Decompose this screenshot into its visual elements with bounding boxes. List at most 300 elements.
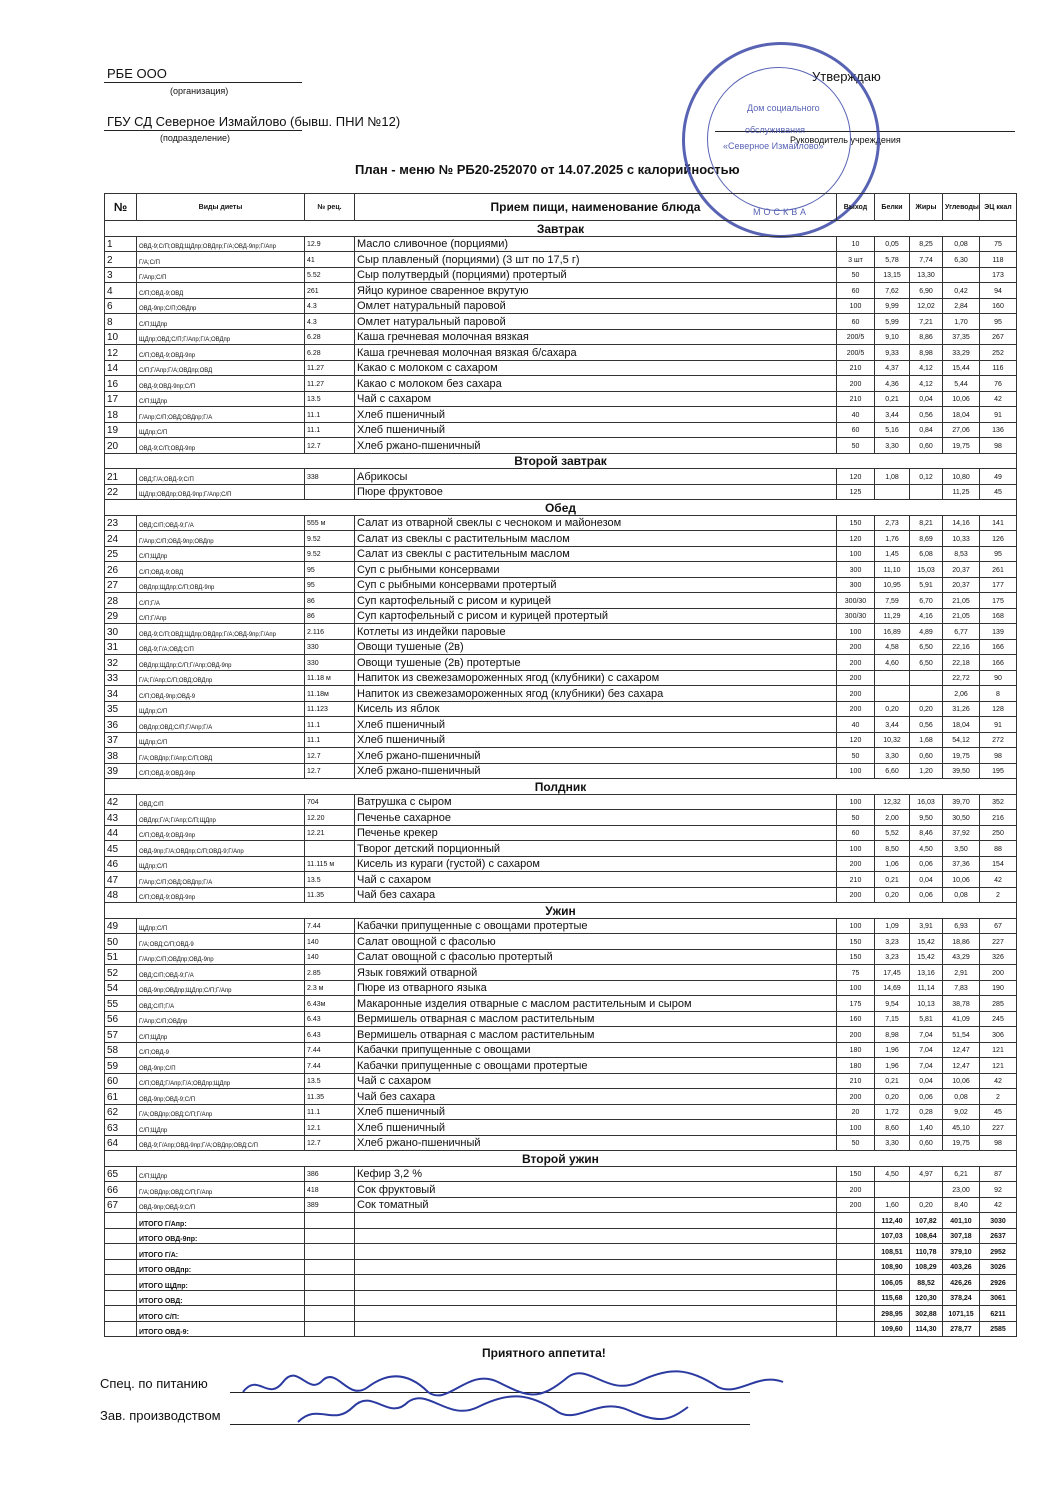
- row-dish-name: Каша гречневая молочная вязкая б/сахара: [355, 345, 837, 361]
- table-row: [105, 965, 1017, 981]
- row-number: 8: [105, 314, 137, 330]
- row-fat: 0,06: [910, 1089, 943, 1105]
- row-carb: 10,33: [943, 531, 980, 547]
- row-carb: 37,36: [943, 856, 980, 872]
- totals-carb: 278,77: [943, 1321, 980, 1337]
- row-dish-name: Печенье крекер: [355, 825, 837, 841]
- row-carb: 19,75: [943, 438, 980, 454]
- totals-kcal: 6211: [980, 1306, 1017, 1322]
- row-diet-types: ОВД-9;С/П;ОВД-9пр: [137, 438, 305, 454]
- totals-dish-cell: [355, 1244, 837, 1260]
- row-yield: 60: [837, 283, 875, 299]
- row-carb: 18,86: [943, 934, 980, 950]
- row-yield: 120: [837, 469, 875, 485]
- col-header-carb: Углеводы: [943, 194, 980, 221]
- row-fat: 8,25: [910, 236, 943, 252]
- totals-label: ИТОГО Г/Апр:: [137, 1213, 305, 1229]
- meal-section-row: [105, 500, 1017, 516]
- row-recipe-number: 140: [305, 949, 355, 965]
- row-protein: 9,99: [875, 298, 910, 314]
- table-row: [105, 546, 1017, 562]
- row-recipe-number: 330: [305, 639, 355, 655]
- row-dish-name: Ватрушка с сыром: [355, 794, 837, 810]
- totals-no-cell: [105, 1228, 137, 1244]
- row-protein: 8,98: [875, 1027, 910, 1043]
- row-yield: 50: [837, 1135, 875, 1151]
- table-row: [105, 438, 1017, 454]
- row-fat: 8,21: [910, 515, 943, 531]
- row-carb: 6,93: [943, 918, 980, 934]
- table-row: [105, 748, 1017, 764]
- totals-yield-cell: [837, 1228, 875, 1244]
- row-recipe-number: 2.85: [305, 965, 355, 981]
- row-carb: 30,50: [943, 810, 980, 826]
- row-number: 49: [105, 918, 137, 934]
- row-kcal: 95: [980, 546, 1017, 562]
- row-fat: 10,13: [910, 996, 943, 1012]
- row-number: 66: [105, 1182, 137, 1198]
- row-fat: 4,89: [910, 624, 943, 640]
- row-protein: 6,60: [875, 763, 910, 779]
- row-dish-name: Чай без сахара: [355, 1089, 837, 1105]
- row-number: 35: [105, 701, 137, 717]
- row-dish-name: Салат овощной с фасолью протертый: [355, 949, 837, 965]
- row-recipe-number: 11.1: [305, 1104, 355, 1120]
- row-carb: 15,44: [943, 360, 980, 376]
- row-yield: 50: [837, 748, 875, 764]
- row-diet-types: Г/А;ОВДпр;ОВД;С/П;Г/Апр: [137, 1182, 305, 1198]
- table-row: [105, 236, 1017, 252]
- row-recipe-number: 12.7: [305, 438, 355, 454]
- row-carb: 0,42: [943, 283, 980, 299]
- row-carb: 10,06: [943, 1073, 980, 1089]
- row-kcal: 285: [980, 996, 1017, 1012]
- row-yield: 100: [837, 763, 875, 779]
- row-protein: 1,72: [875, 1104, 910, 1120]
- row-number: 16: [105, 376, 137, 392]
- row-diet-types: С/П;ОВД-9;ОВД-9пр: [137, 825, 305, 841]
- row-yield: 125: [837, 484, 875, 500]
- stamp-city: МОСКВА: [753, 207, 809, 217]
- row-yield: 200/5: [837, 345, 875, 361]
- totals-dish-cell: [355, 1213, 837, 1229]
- row-protein: 0,21: [875, 391, 910, 407]
- row-diet-types: Г/Апр;С/П;ОВД;ОВДпр;Г/А: [137, 872, 305, 888]
- row-recipe-number: 95: [305, 577, 355, 593]
- row-recipe-number: 11.1: [305, 422, 355, 438]
- totals-fat: 107,82: [910, 1213, 943, 1229]
- row-diet-types: С/П;ЩДпр: [137, 546, 305, 562]
- row-diet-types: С/П;ЩДпр: [137, 1120, 305, 1136]
- row-number: 59: [105, 1058, 137, 1074]
- row-carb: 5,44: [943, 376, 980, 392]
- row-kcal: 118: [980, 252, 1017, 268]
- row-carb: 10,06: [943, 391, 980, 407]
- row-dish-name: Суп с рыбными консервами протертый: [355, 577, 837, 593]
- totals-protein: 298,95: [875, 1306, 910, 1322]
- row-kcal: 49: [980, 469, 1017, 485]
- organization-name: РБЕ ООО: [107, 66, 167, 81]
- row-kcal: 326: [980, 949, 1017, 965]
- row-number: 43: [105, 810, 137, 826]
- row-yield: 300: [837, 577, 875, 593]
- meal-section-title: Ужин: [105, 903, 1017, 919]
- row-protein: 12,32: [875, 794, 910, 810]
- row-diet-types: ОВД-9;С/П;ОВД;ЩДпр;ОВДпр;Г/А;ОВД-9пр;Г/Апр: [137, 236, 305, 252]
- row-yield: 210: [837, 1073, 875, 1089]
- row-kcal: 126: [980, 531, 1017, 547]
- row-protein: 13,15: [875, 267, 910, 283]
- totals-dish-cell: [355, 1290, 837, 1306]
- row-dish-name: Сок фруктовый: [355, 1182, 837, 1198]
- table-row: [105, 577, 1017, 593]
- row-kcal: 90: [980, 670, 1017, 686]
- table-row: [105, 639, 1017, 655]
- row-recipe-number: 261: [305, 283, 355, 299]
- row-diet-types: ОВД-9пр;С/П: [137, 1058, 305, 1074]
- row-dish-name: Хлеб пшеничный: [355, 422, 837, 438]
- totals-carb: 403,26: [943, 1259, 980, 1275]
- row-dish-name: Хлеб пшеничный: [355, 1120, 837, 1136]
- row-yield: 200/5: [837, 329, 875, 345]
- row-recipe-number: 140: [305, 934, 355, 950]
- row-kcal: 166: [980, 655, 1017, 671]
- row-carb: 6,21: [943, 1166, 980, 1182]
- row-fat: 16,03: [910, 794, 943, 810]
- row-yield: 150: [837, 1166, 875, 1182]
- totals-fat: 114,30: [910, 1321, 943, 1337]
- table-row: [105, 360, 1017, 376]
- row-fat: 7,04: [910, 1027, 943, 1043]
- table-row: [105, 887, 1017, 903]
- row-protein: 0,21: [875, 872, 910, 888]
- row-fat: 0,06: [910, 856, 943, 872]
- row-dish-name: Суп картофельный с рисом и курицей протертый: [355, 608, 837, 624]
- row-number: 65: [105, 1166, 137, 1182]
- row-fat: 12,02: [910, 298, 943, 314]
- row-number: 14: [105, 360, 137, 376]
- row-kcal: 121: [980, 1058, 1017, 1074]
- row-yield: 150: [837, 515, 875, 531]
- row-number: 23: [105, 515, 137, 531]
- row-fat: 4,97: [910, 1166, 943, 1182]
- row-recipe-number: 386: [305, 1166, 355, 1182]
- row-dish-name: Чай с сахаром: [355, 391, 837, 407]
- row-kcal: 267: [980, 329, 1017, 345]
- row-recipe-number: 11.27: [305, 360, 355, 376]
- table-row: [105, 872, 1017, 888]
- row-protein: 2,00: [875, 810, 910, 826]
- row-dish-name: Кабачки припущенные с овощами: [355, 1042, 837, 1058]
- row-yield: 120: [837, 732, 875, 748]
- totals-protein: 115,68: [875, 1290, 910, 1306]
- table-row: [105, 1120, 1017, 1136]
- row-number: 32: [105, 655, 137, 671]
- row-kcal: 45: [980, 484, 1017, 500]
- row-carb: 2,06: [943, 686, 980, 702]
- row-carb: 18,04: [943, 717, 980, 733]
- row-fat: 1,20: [910, 763, 943, 779]
- row-protein: 9,33: [875, 345, 910, 361]
- row-kcal: 95: [980, 314, 1017, 330]
- row-dish-name: Кисель из кураги (густой) с сахаром: [355, 856, 837, 872]
- row-protein: 10,32: [875, 732, 910, 748]
- table-row: [105, 670, 1017, 686]
- approve-label: Утверждаю: [812, 69, 881, 84]
- table-row: [105, 856, 1017, 872]
- row-diet-types: С/П;ЩДпр: [137, 314, 305, 330]
- row-recipe-number: 6.43: [305, 1027, 355, 1043]
- row-carb: 21,05: [943, 608, 980, 624]
- row-diet-types: ЩДпр;С/П: [137, 732, 305, 748]
- row-dish-name: Хлеб пшеничный: [355, 717, 837, 733]
- row-number: 4: [105, 283, 137, 299]
- row-carb: 20,37: [943, 562, 980, 578]
- row-protein: 5,52: [875, 825, 910, 841]
- row-fat: 0,06: [910, 887, 943, 903]
- row-number: 2: [105, 252, 137, 268]
- row-carb: 18,04: [943, 407, 980, 423]
- totals-recipe-cell: [305, 1244, 355, 1260]
- row-fat: 7,04: [910, 1042, 943, 1058]
- table-row: [105, 608, 1017, 624]
- row-diet-types: ОВДпр;ЩДпр;С/П;Г/Апр;ОВД-9пр: [137, 655, 305, 671]
- totals-no-cell: [105, 1306, 137, 1322]
- row-number: 61: [105, 1089, 137, 1105]
- totals-label: ИТОГО ЩДпр:: [137, 1275, 305, 1291]
- row-recipe-number: 330: [305, 655, 355, 671]
- totals-label: ИТОГО Г/А:: [137, 1244, 305, 1260]
- row-number: 34: [105, 686, 137, 702]
- totals-no-cell: [105, 1275, 137, 1291]
- totals-yield-cell: [837, 1306, 875, 1322]
- organization-caption: (организация): [170, 86, 229, 96]
- stamp-line-2: обслуживания: [745, 125, 806, 135]
- row-number: 67: [105, 1197, 137, 1213]
- totals-dish-cell: [355, 1228, 837, 1244]
- row-fat: 4,16: [910, 608, 943, 624]
- row-dish-name: Печенье сахарное: [355, 810, 837, 826]
- totals-kcal: 2585: [980, 1321, 1017, 1337]
- totals-no-cell: [105, 1213, 137, 1229]
- row-carb: 27,06: [943, 422, 980, 438]
- row-protein: 3,30: [875, 1135, 910, 1151]
- row-diet-types: ОВД;С/П;Г/А: [137, 996, 305, 1012]
- totals-no-cell: [105, 1321, 137, 1337]
- table-row: [105, 593, 1017, 609]
- table-row: [105, 407, 1017, 423]
- row-fat: 0,60: [910, 1135, 943, 1151]
- table-row: [105, 1027, 1017, 1043]
- row-protein: 3,30: [875, 438, 910, 454]
- totals-yield-cell: [837, 1259, 875, 1275]
- row-number: 6: [105, 298, 137, 314]
- row-fat: 6,08: [910, 546, 943, 562]
- row-protein: 10,95: [875, 577, 910, 593]
- row-kcal: 166: [980, 639, 1017, 655]
- row-protein: [875, 1182, 910, 1198]
- row-dish-name: Язык говяжий отварной: [355, 965, 837, 981]
- row-fat: 5,81: [910, 1011, 943, 1027]
- row-recipe-number: 12.1: [305, 1120, 355, 1136]
- row-kcal: 252: [980, 345, 1017, 361]
- table-row: [105, 1104, 1017, 1120]
- totals-fat: 88,52: [910, 1275, 943, 1291]
- row-diet-types: С/П;ОВД-9;ОВД-9пр: [137, 763, 305, 779]
- division-caption: (подразделение): [160, 133, 230, 143]
- row-yield: 40: [837, 717, 875, 733]
- totals-protein: 108,90: [875, 1259, 910, 1275]
- table-row: [105, 717, 1017, 733]
- row-yield: 210: [837, 360, 875, 376]
- row-fat: 7,21: [910, 314, 943, 330]
- table-row: [105, 1042, 1017, 1058]
- row-dish-name: Макаронные изделия отварные с маслом растительным и сыром: [355, 996, 837, 1012]
- row-fat: 4,12: [910, 376, 943, 392]
- row-yield: 100: [837, 624, 875, 640]
- row-yield: 160: [837, 1011, 875, 1027]
- row-yield: 200: [837, 655, 875, 671]
- row-recipe-number: 555 м: [305, 515, 355, 531]
- row-protein: 1,08: [875, 469, 910, 485]
- row-yield: 50: [837, 267, 875, 283]
- row-kcal: 141: [980, 515, 1017, 531]
- row-kcal: 42: [980, 391, 1017, 407]
- row-protein: 17,45: [875, 965, 910, 981]
- totals-protein: 112,40: [875, 1213, 910, 1229]
- row-number: 12: [105, 345, 137, 361]
- row-yield: 100: [837, 298, 875, 314]
- row-diet-types: Г/А;ОВД;С/П;ОВД-9: [137, 934, 305, 950]
- row-carb: 33,29: [943, 345, 980, 361]
- row-dish-name: Омлет натуральный паровой: [355, 298, 837, 314]
- row-diet-types: С/П;ЩДпр: [137, 1166, 305, 1182]
- row-dish-name: Котлеты из индейки паровые: [355, 624, 837, 640]
- row-recipe-number: 11.1: [305, 732, 355, 748]
- table-row: [105, 686, 1017, 702]
- row-number: 29: [105, 608, 137, 624]
- row-recipe-number: 95: [305, 562, 355, 578]
- row-fat: 0,84: [910, 422, 943, 438]
- row-number: 21: [105, 469, 137, 485]
- row-kcal: 177: [980, 577, 1017, 593]
- totals-row: [105, 1321, 1017, 1337]
- row-diet-types: С/П;Г/Апр;Г/А;ОВДпр;ОВД: [137, 360, 305, 376]
- row-kcal: 272: [980, 732, 1017, 748]
- row-protein: 4,37: [875, 360, 910, 376]
- signatures: [238, 1352, 798, 1432]
- row-recipe-number: 12.7: [305, 1135, 355, 1151]
- row-diet-types: Г/А;Г/Апр;С/П;ОВД;ОВДпр: [137, 670, 305, 686]
- row-kcal: 154: [980, 856, 1017, 872]
- row-dish-name: Абрикосы: [355, 469, 837, 485]
- totals-dish-cell: [355, 1306, 837, 1322]
- row-number: 31: [105, 639, 137, 655]
- row-diet-types: ОВД-9пр;ОВДпр;ЩДпр;С/П;Г/Апр: [137, 980, 305, 996]
- row-yield: 210: [837, 872, 875, 888]
- row-fat: 6,50: [910, 639, 943, 655]
- totals-row: [105, 1244, 1017, 1260]
- row-dish-name: Напиток из свежезамороженных ягод (клубники) без сахара: [355, 686, 837, 702]
- row-carb: 8,40: [943, 1197, 980, 1213]
- row-carb: 12,47: [943, 1042, 980, 1058]
- row-fat: 8,46: [910, 825, 943, 841]
- row-kcal: 116: [980, 360, 1017, 376]
- meal-section-row: [105, 779, 1017, 795]
- row-carb: 22,16: [943, 639, 980, 655]
- row-kcal: 227: [980, 1120, 1017, 1136]
- row-diet-types: ОВД-9пр;ОВД-9;С/П: [137, 1197, 305, 1213]
- row-protein: 3,30: [875, 748, 910, 764]
- row-recipe-number: 4.3: [305, 314, 355, 330]
- menu-table: [104, 193, 1017, 1337]
- totals-kcal: 2952: [980, 1244, 1017, 1260]
- row-diet-types: С/П;ЩДпр: [137, 391, 305, 407]
- division-name: ГБУ СД Северное Измайлово (бывш. ПНИ №12): [107, 114, 401, 129]
- table-row: [105, 376, 1017, 392]
- row-recipe-number: 7.44: [305, 918, 355, 934]
- row-carb: 6,77: [943, 624, 980, 640]
- row-kcal: 352: [980, 794, 1017, 810]
- row-number: 10: [105, 329, 137, 345]
- row-recipe-number: 11.18 м: [305, 670, 355, 686]
- totals-kcal: 2637: [980, 1228, 1017, 1244]
- row-kcal: 91: [980, 407, 1017, 423]
- row-yield: 100: [837, 980, 875, 996]
- table-row: [105, 1073, 1017, 1089]
- row-diet-types: ЩДпр;С/П: [137, 701, 305, 717]
- totals-recipe-cell: [305, 1259, 355, 1275]
- document-title: План - меню № РБ20-252070 от 14.07.2025 с калорийностью: [355, 162, 740, 177]
- row-recipe-number: 11.35: [305, 1089, 355, 1105]
- row-kcal: 91: [980, 717, 1017, 733]
- totals-carb: 379,10: [943, 1244, 980, 1260]
- row-dish-name: Салат из свеклы с растительным маслом: [355, 546, 837, 562]
- row-diet-types: ОВД;Г/А;ОВД-9;С/П: [137, 469, 305, 485]
- row-yield: 300: [837, 562, 875, 578]
- row-kcal: 261: [980, 562, 1017, 578]
- row-dish-name: Салат овощной с фасолью: [355, 934, 837, 950]
- totals-fat: 110,78: [910, 1244, 943, 1260]
- row-number: 55: [105, 996, 137, 1012]
- col-header-no: №: [105, 194, 137, 221]
- row-fat: [910, 484, 943, 500]
- row-recipe-number: 11.18м: [305, 686, 355, 702]
- table-row: [105, 1197, 1017, 1213]
- row-carb: 38,78: [943, 996, 980, 1012]
- row-dish-name: Овощи тушеные (2в): [355, 639, 837, 655]
- row-protein: 0,20: [875, 1089, 910, 1105]
- row-yield: 100: [837, 794, 875, 810]
- row-protein: 4,36: [875, 376, 910, 392]
- row-recipe-number: 12.9: [305, 236, 355, 252]
- row-yield: 200: [837, 1197, 875, 1213]
- row-kcal: 195: [980, 763, 1017, 779]
- row-yield: 75: [837, 965, 875, 981]
- col-header-protein: Белки: [875, 194, 910, 221]
- row-protein: [875, 670, 910, 686]
- totals-row: [105, 1290, 1017, 1306]
- row-recipe-number: 13.5: [305, 1073, 355, 1089]
- row-yield: 60: [837, 314, 875, 330]
- row-fat: 11,14: [910, 980, 943, 996]
- row-carb: 22,72: [943, 670, 980, 686]
- row-dish-name: Кабачки припущенные с овощами протертые: [355, 1058, 837, 1074]
- row-number: 27: [105, 577, 137, 593]
- row-yield: 300/30: [837, 608, 875, 624]
- row-protein: 16,89: [875, 624, 910, 640]
- table-row: [105, 252, 1017, 268]
